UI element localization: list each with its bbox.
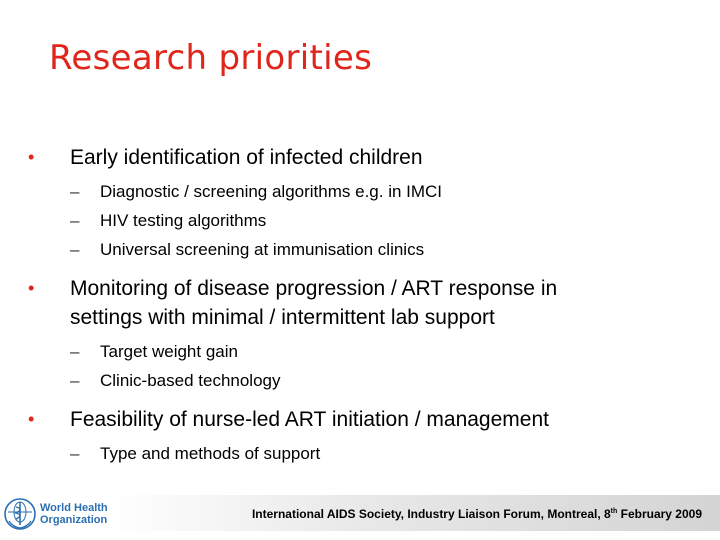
dash-icon: – — [70, 211, 80, 230]
bullet-text: Early identification of infected children — [70, 146, 423, 169]
sub-text: Clinic-based technology — [100, 371, 281, 390]
slide-title: Research priorities — [49, 38, 373, 78]
bullet-list — [28, 143, 708, 478]
bullet-item — [28, 143, 708, 172]
sub-text: Type and methods of support — [100, 444, 321, 463]
who-emblem-icon — [3, 497, 37, 531]
sub-item — [28, 206, 708, 235]
bullet-dot-icon: • — [28, 278, 35, 298]
footer-caption: International AIDS Society, Industry Liaison Forum, Montreal, 8th February 2009 — [251, 507, 702, 521]
dash-icon: – — [70, 182, 80, 201]
sub-text: HIV testing algorithms — [100, 211, 267, 230]
dash-icon: – — [70, 342, 80, 361]
sub-item — [28, 235, 708, 264]
sub-list — [28, 337, 708, 395]
dash-icon: – — [70, 240, 80, 259]
sub-list — [28, 439, 708, 468]
bullet-text-continued: settings with minimal / intermittent lab support — [70, 306, 495, 329]
bullet-item — [28, 405, 708, 434]
sub-item — [28, 439, 708, 468]
dash-icon: – — [70, 444, 80, 463]
bullet-item — [28, 274, 708, 332]
dash-icon: – — [70, 371, 80, 390]
who-logo — [3, 496, 113, 532]
sub-list — [28, 177, 708, 264]
bullet-dot-icon: • — [28, 409, 35, 429]
sub-text: Diagnostic / screening algorithms e.g. in IMCI — [100, 182, 443, 201]
sub-text: Universal screening at immunisation clinics — [100, 240, 425, 259]
sub-item — [28, 177, 708, 206]
sub-item — [28, 337, 708, 366]
bullet-dot-icon: • — [28, 147, 35, 167]
sub-text: Target weight gain — [100, 342, 238, 361]
bullet-text: Monitoring of disease progression / ART response in — [70, 277, 558, 300]
bullet-text: Feasibility of nurse-led ART initiation / management — [70, 408, 549, 431]
who-logo-text: World Health Organization — [40, 502, 108, 526]
sub-item — [28, 366, 708, 395]
